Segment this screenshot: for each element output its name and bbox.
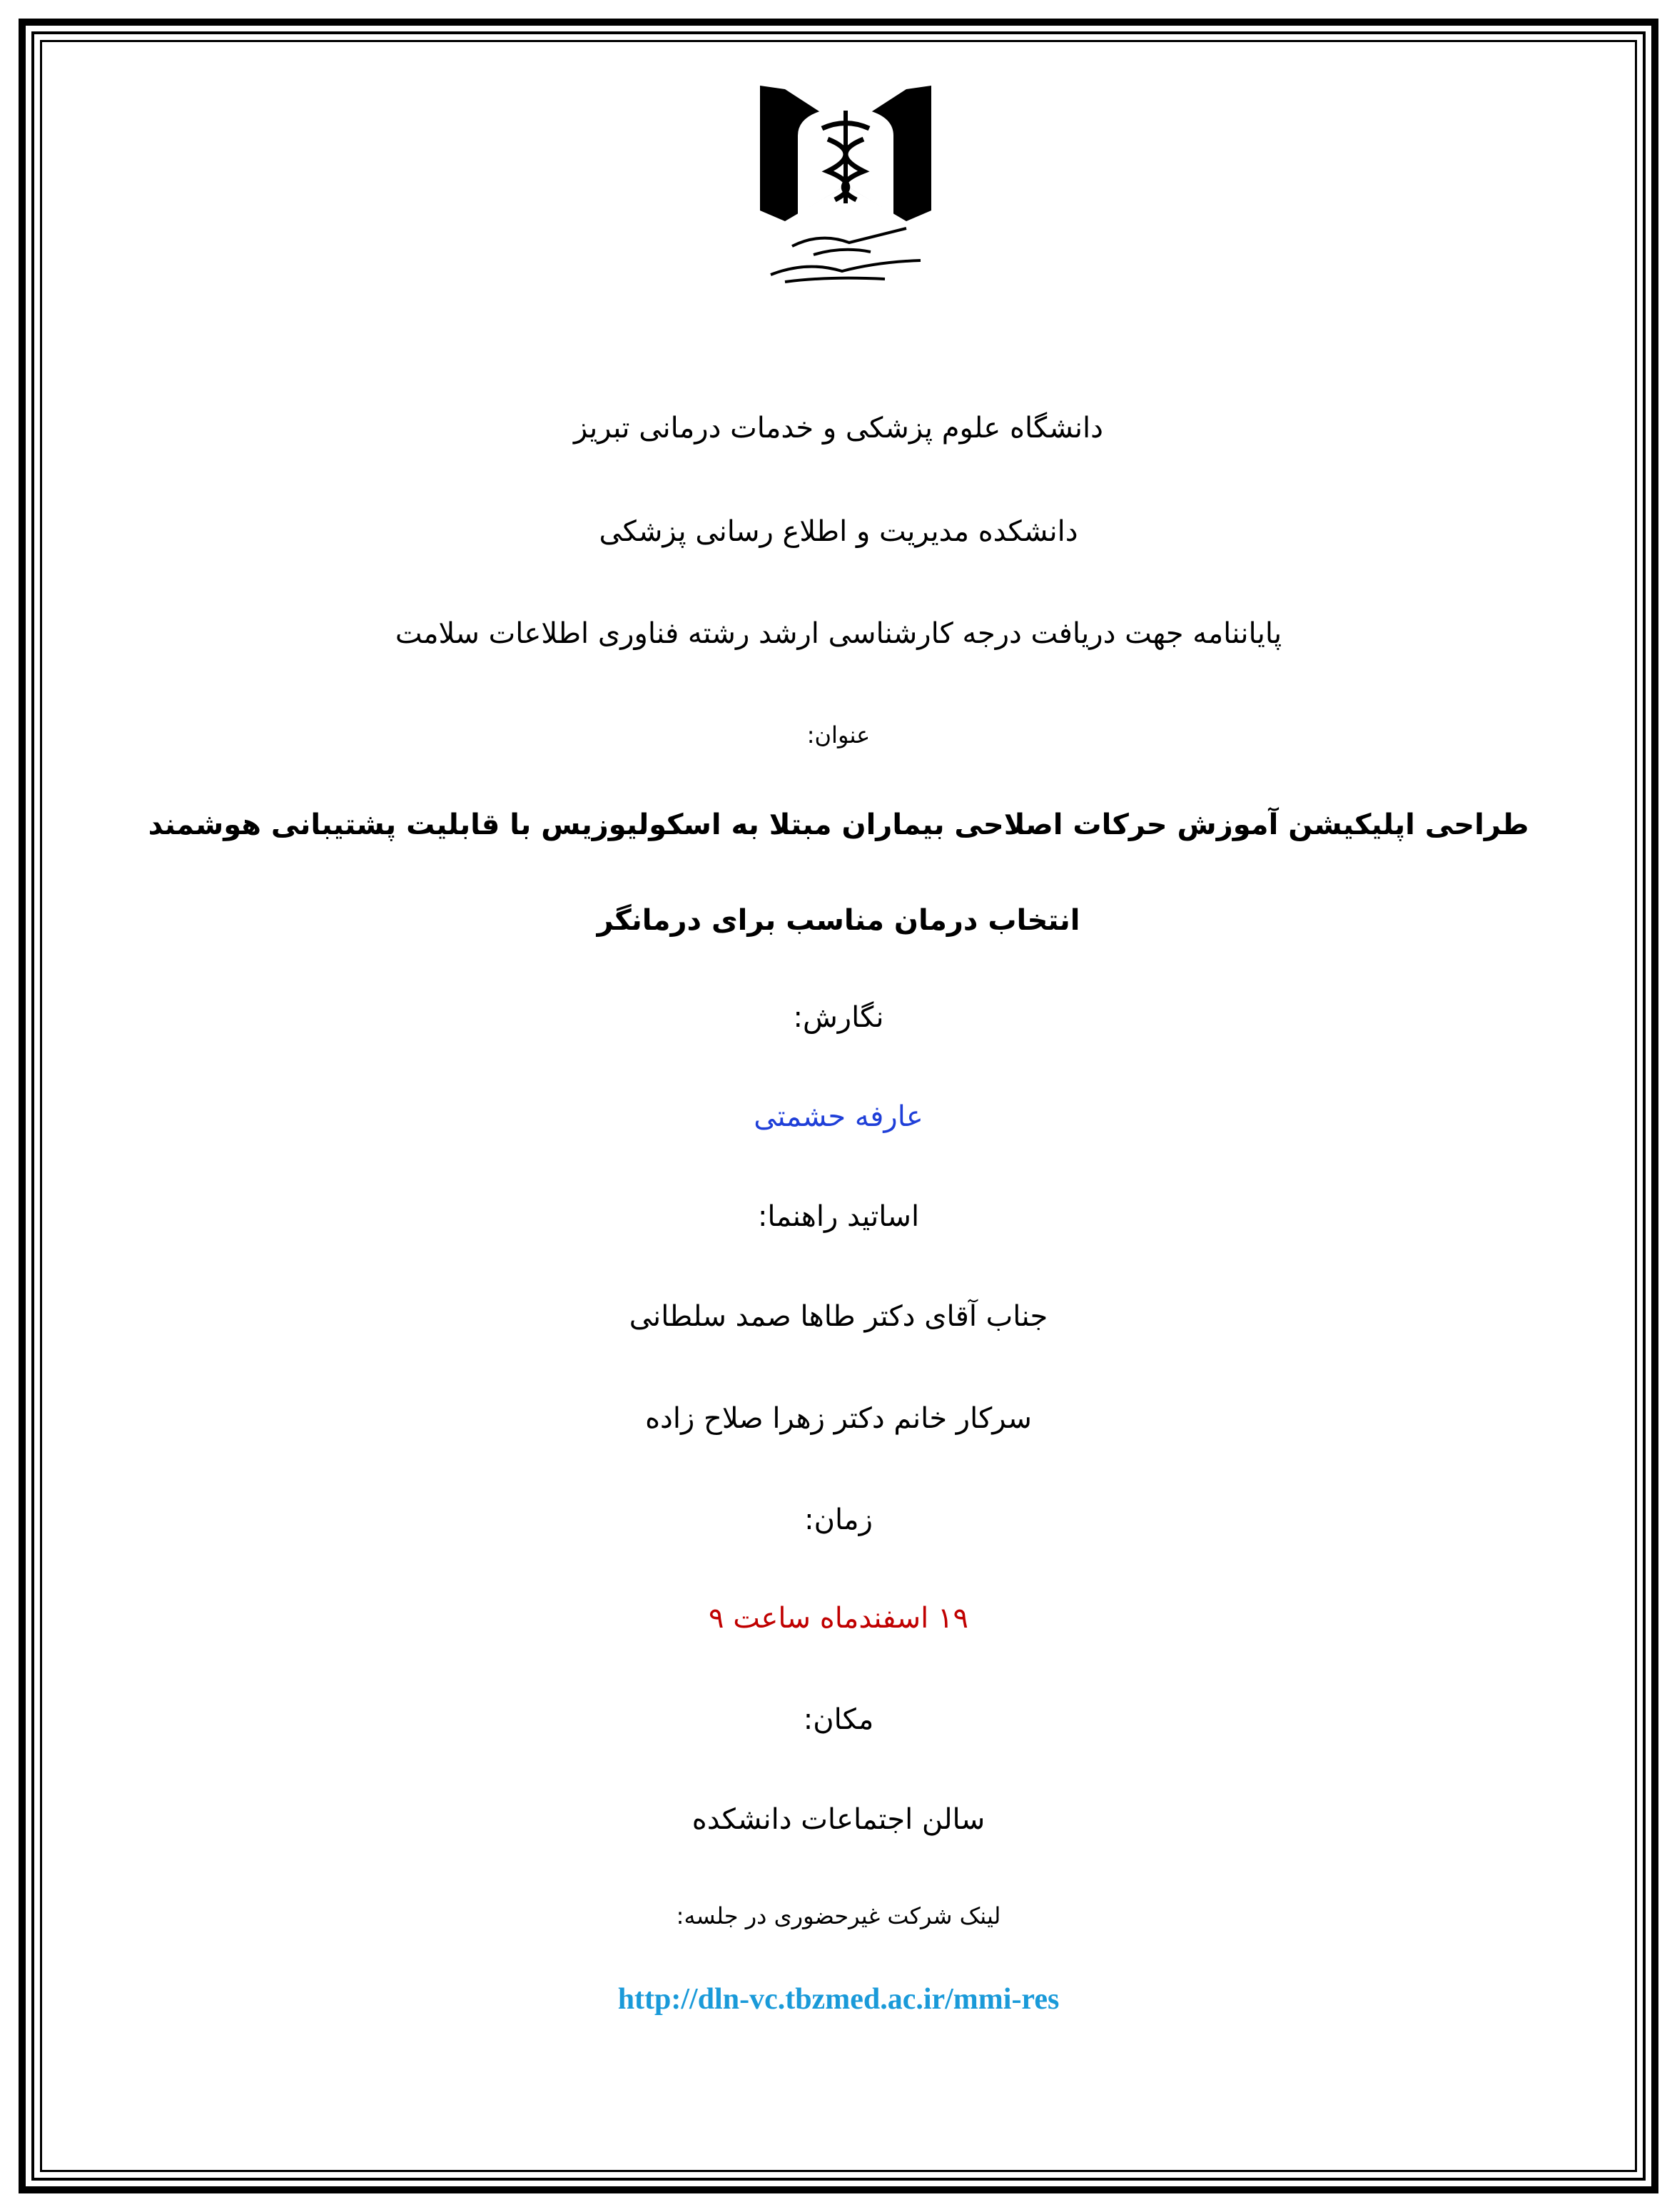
time-label: زمان: bbox=[804, 1503, 873, 1536]
online-meeting-link[interactable]: http://dln-vc.tbzmed.ac.ir/mmi-res bbox=[617, 1983, 1060, 2016]
thesis-title-line2: انتخاب درمان مناسب برای درمانگر bbox=[597, 904, 1080, 937]
title-label: عنوان: bbox=[806, 721, 871, 749]
author-name: عارفه حشمتی bbox=[754, 1100, 923, 1133]
author-label: نگارش: bbox=[793, 1001, 884, 1034]
time-value: ۱۹ اسفندماه ساعت ۹ bbox=[709, 1602, 968, 1635]
place-value: سالن اجتماعات دانشکده bbox=[691, 1803, 986, 1836]
place-label: مکان: bbox=[803, 1703, 874, 1736]
degree-statement: پایاننامه جهت دریافت درجه کارشناسی ارشد رشته فناوری اطلاعات سلامت bbox=[395, 617, 1282, 650]
thesis-title-line1: طراحی اپلیکیشن آموزش حرکات اصلاحی بیماران مبتلا به اسکولیوزیس با قابلیت پشتیبانی هوشمند bbox=[148, 808, 1529, 841]
supervisor-1: جناب آقای دکتر طاها صمد سلطانی bbox=[629, 1300, 1048, 1333]
university-name: دانشگاه علوم پزشکی و خدمات درمانی تبریز bbox=[574, 412, 1103, 445]
supervisors-label: اساتید راهنما: bbox=[757, 1200, 920, 1233]
university-emblem-icon bbox=[742, 68, 949, 289]
online-link-label: لینک شرکت غیرحضوری در جلسه: bbox=[676, 1902, 1001, 1929]
faculty-name: دانشکده مدیریت و اطلاع رسانی پزشکی bbox=[599, 515, 1078, 548]
supervisor-2: سرکار خانم دکتر زهرا صلاح زاده bbox=[645, 1402, 1032, 1435]
